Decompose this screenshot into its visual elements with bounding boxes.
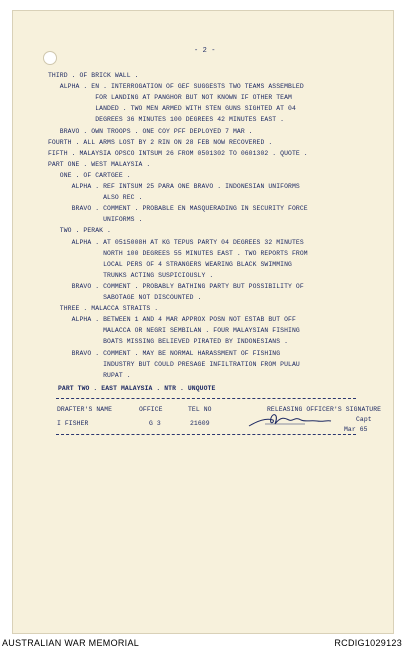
office-value: G 3 <box>149 420 161 427</box>
message-line: BOATS MISSING BELIEVED PIRATED BY INDONESIANS . <box>48 338 289 346</box>
message-line: RUPAT . <box>48 371 131 379</box>
message-line: THIRD . OF BRICK WALL . <box>48 72 139 79</box>
message-line: FIFTH . MALAYSIA OPSCO INTSUM 26 FROM 0501302 TO 0601302 . QUOTE . <box>48 149 308 157</box>
message-line: TRUNKS ACTING SUSPICIOUSLY . <box>48 271 214 279</box>
message-line: SABOTAGE NOT DISCOUNTED . <box>48 294 202 301</box>
message-line: DEGREES 36 MINUTES 100 DEGREES 42 MINUTES EAST . <box>48 116 285 124</box>
release-header: RELEASING OFFICER'S SIGNATURE <box>267 406 382 413</box>
tel-header: TEL NO <box>188 406 212 413</box>
message-line: BRAVO . OWN TROOPS . ONE COY PFF DEPLOYED 7 MAR . <box>48 127 253 135</box>
message-line: FOR LANDING AT PANGHOR BUT NOT KNOWN IF OTHER TEAM <box>48 94 292 102</box>
message-line: ALPHA . BETWEEN 1 AND 4 MAR APPROX POSN NOT ESTAB BUT OFF <box>48 316 296 324</box>
divider-top <box>56 398 356 399</box>
handwritten-signature <box>245 404 335 434</box>
drafter-name-header: DRAFTER'S NAME <box>57 406 113 413</box>
divider-bottom <box>56 434 356 435</box>
page-number: - 2 - <box>194 47 216 55</box>
message-line: FOURTH . ALL ARMS LOST BY 2 RIN ON 28 FEB NOW RECOVERED . <box>48 138 273 146</box>
message-line: ONE . OF CARTGEE . <box>48 171 131 179</box>
message-line: THREE . MALACCA STRAITS . <box>48 305 159 313</box>
message-line: BRAVO . COMMENT . PROBABLE EN MASQUERADING IN SECURITY FORCE <box>48 205 308 213</box>
message-line: NORTH 100 DEGREES 55 MINUTES EAST . TWO REPORTS FROM <box>48 249 308 257</box>
closing-line: PART TWO . EAST MALAYSIA . NTR . UNQUOTE <box>58 385 216 392</box>
date: Mar 65 <box>344 426 368 433</box>
message-line: INDUSTRY BUT COULD PRESAGE INFILTRATION FROM PULAU <box>48 360 300 368</box>
message-line: LOCAL PERS OF 4 STRANGERS WEARING BLACK SWIMMING <box>48 260 292 268</box>
message-line: LANDED . TWO MEN ARMED WITH STEN GUNS SIGHTED AT 04 <box>48 105 296 113</box>
punch-hole <box>43 51 57 65</box>
message-line: ALPHA . AT 0515008H AT KG TEPUS PARTY 04 DEGREES 32 MINUTES <box>48 238 304 246</box>
message-line: ALSO REC . <box>48 194 143 202</box>
message-line: PART ONE . WEST MALAYSIA . <box>48 160 151 168</box>
footer-source: AUSTRALIAN WAR MEMORIAL <box>2 638 140 648</box>
tel-value: 21609 <box>190 420 210 427</box>
office-header: OFFICE <box>139 406 163 413</box>
message-line: TWO . PERAK . <box>48 227 111 235</box>
message-line: ALPHA . EN . INTERROGATION OF GEF SUGGESTS TWO TEAMS ASSEMBLED <box>48 83 304 91</box>
rank: Capt <box>356 416 372 423</box>
drafter-name: I FISHER <box>57 420 89 427</box>
footer-id: RCDIG1029123 <box>334 638 402 648</box>
message-line: BRAVO . COMMENT . MAY BE NORMAL HARASSMENT OF FISHING <box>48 349 281 357</box>
message-line: UNIFORMS . <box>48 216 143 224</box>
message-line: MALACCA OR NEGRI SEMBILAN . FOUR MALAYSIAN FISHING <box>48 327 300 335</box>
message-line: ALPHA . REF INTSUM 25 PARA ONE BRAVO . INDONESIAN UNIFORMS <box>48 183 300 190</box>
message-line: BRAVO . COMMENT . PROBABLY BATHING PARTY BUT POSSIBILITY OF <box>48 282 304 290</box>
